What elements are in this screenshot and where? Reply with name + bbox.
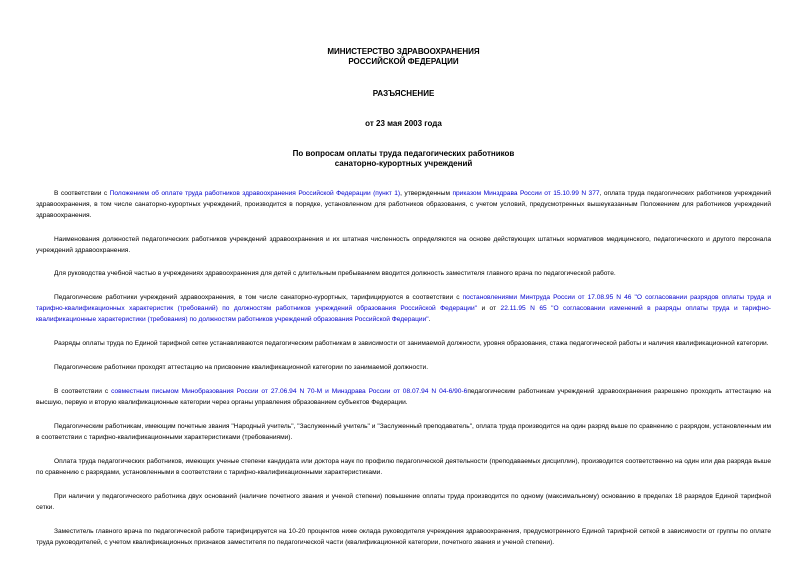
- ministry-heading: [0, 47, 807, 67]
- paragraph-1-text-c: , оплата труда педагогических работников учреждений здравоохранения, в том числе санаторно-курортных учреждений, производится в порядке, установленном для работников образования, с учетом условий, предусмотренных вышеуказанным Положением для работников учреждений здравоохранения.: [36, 190, 772, 219]
- link-resolution-46[interactable]: постановлениями Минтруда России от 17.08.95 N 46 "О согласовании разрядов оплаты труда и тарифно-квалификационных характеристик (требований) по должностям работников учреждений образования Российской Федерации": [36, 294, 771, 312]
- paragraph-4-text-c: .: [428, 316, 431, 323]
- paragraph-2: Наименования должностей педагогических работников учреждений здравоохранения и их штатная численность определяются на основе действующих штатных нормативов медицинского, педагогического и другого персонала учреждений здравоохранения.: [36, 236, 771, 254]
- paragraph-1: [36, 188, 771, 221]
- document-subject: [0, 149, 807, 169]
- paragraph-5: Разряды оплаты труда по Единой тарифной сетке устанавливаются педагогическим работникам в зависимости от занимаемой должности, уровня образования, стажа педагогической работы и наличия квалификационной категории.: [54, 340, 769, 347]
- ministry-line-2: РОССИЙСКОЙ ФЕДЕРАЦИИ: [348, 57, 459, 66]
- paragraph-1-text-a: В соответствии с: [54, 190, 110, 197]
- paragraph-10: При наличии у педагогического работника двух оснований (наличие почетного звания и ученой степени) повышение оплаты труда производится по одному (максимальному) основанию в пределах 18 разрядов Единой тарифной сетки.: [36, 493, 771, 511]
- link-regulation-pay[interactable]: Положением об оплате труда работников здравоохранения Российской Федерации (пункт 1): [109, 190, 401, 197]
- document-date: от 23 мая 2003 года: [365, 119, 442, 128]
- paragraph-4-text-b: и от: [477, 305, 501, 312]
- paragraph-8: Педагогическим работникам, имеющим почетные звания "Народный учитель", "Заслуженный учитель" и "Заслуженный преподаватель", оплата труда производится на один разряд выше по сравнению с разрядом, установленным им в соответствии с тарифно-квалификационными характеристиками (требованиями).: [36, 423, 771, 441]
- paragraph-3: Для руководства учебной частью в учреждениях здравоохранения для детей с длительным пребыванием вводится должность заместителя главного врача по педагогической работе.: [54, 270, 616, 277]
- paragraph-11: Заместитель главного врача по педагогической работе тарифицируется на 10-20 процентов ниже оклада руководителя учреждения здравоохранения, предусмотренного Единой тарифной сеткой в зависимости от группы по оплате труда руководителей, с учетом квалификационных признаков заместителя по педагогической части (квалификационной категории, почетного звания и ученой степени).: [36, 528, 771, 546]
- subject-line-2: санаторно-курортных учреждений: [334, 159, 473, 168]
- paragraph-9: Оплата труда педагогических работников, имеющих ученые степени кандидата или доктора наук по профилю педагогической деятельности (преподаваемых дисциплин), производится соответственно на один или два разряда выше по сравнению с разрядами, установленными в соответствии с тарифно-квалификационными характеристиками.: [36, 458, 771, 476]
- ministry-line-1: МИНИСТЕРСТВО ЗДРАВООХРАНЕНИЯ: [327, 47, 480, 56]
- link-joint-letter[interactable]: совместным письмом Минобразования России от 27.06.94 N 70-М и Минздрава России от 08.07.94 N 04-6/90-6: [111, 388, 468, 395]
- paragraph-4: [36, 292, 771, 325]
- subject-line-1: По вопросам оплаты труда педагогических работников: [292, 149, 515, 158]
- document-title: РАЗЪЯСНЕНИЕ: [372, 89, 435, 98]
- paragraph-7: [36, 386, 771, 408]
- paragraph-1-text-b: , утвержденным: [400, 190, 453, 197]
- link-resolution-65[interactable]: 22.11.95 N 65 "О согласовании изменений в разряды оплаты труда и тарифно-квалификационные характеристики (требования) по должностям работников учреждений образования Российской Федерации": [36, 305, 771, 323]
- document-body: [36, 188, 771, 561]
- paragraph-4-text-a: Педагогические работники учреждений здравоохранения, в том числе санаторно-курортных, тарифицируются в соответствии с: [54, 294, 463, 301]
- link-order-377[interactable]: приказом Минздрава России от 15.10.99 N 377: [452, 190, 600, 197]
- paragraph-6: Педагогические работники проходят аттестацию на присвоение квалификационной категории по занимаемой должности.: [54, 364, 429, 371]
- paragraph-7-text-b: педагогическим работникам учреждений здравоохранения разрешено проходить аттестацию на высшую, первую и вторую квалификационные категории через органы управления образованием субъектов Федерации.: [36, 388, 771, 406]
- paragraph-7-text-a: В соответствии с: [54, 388, 112, 395]
